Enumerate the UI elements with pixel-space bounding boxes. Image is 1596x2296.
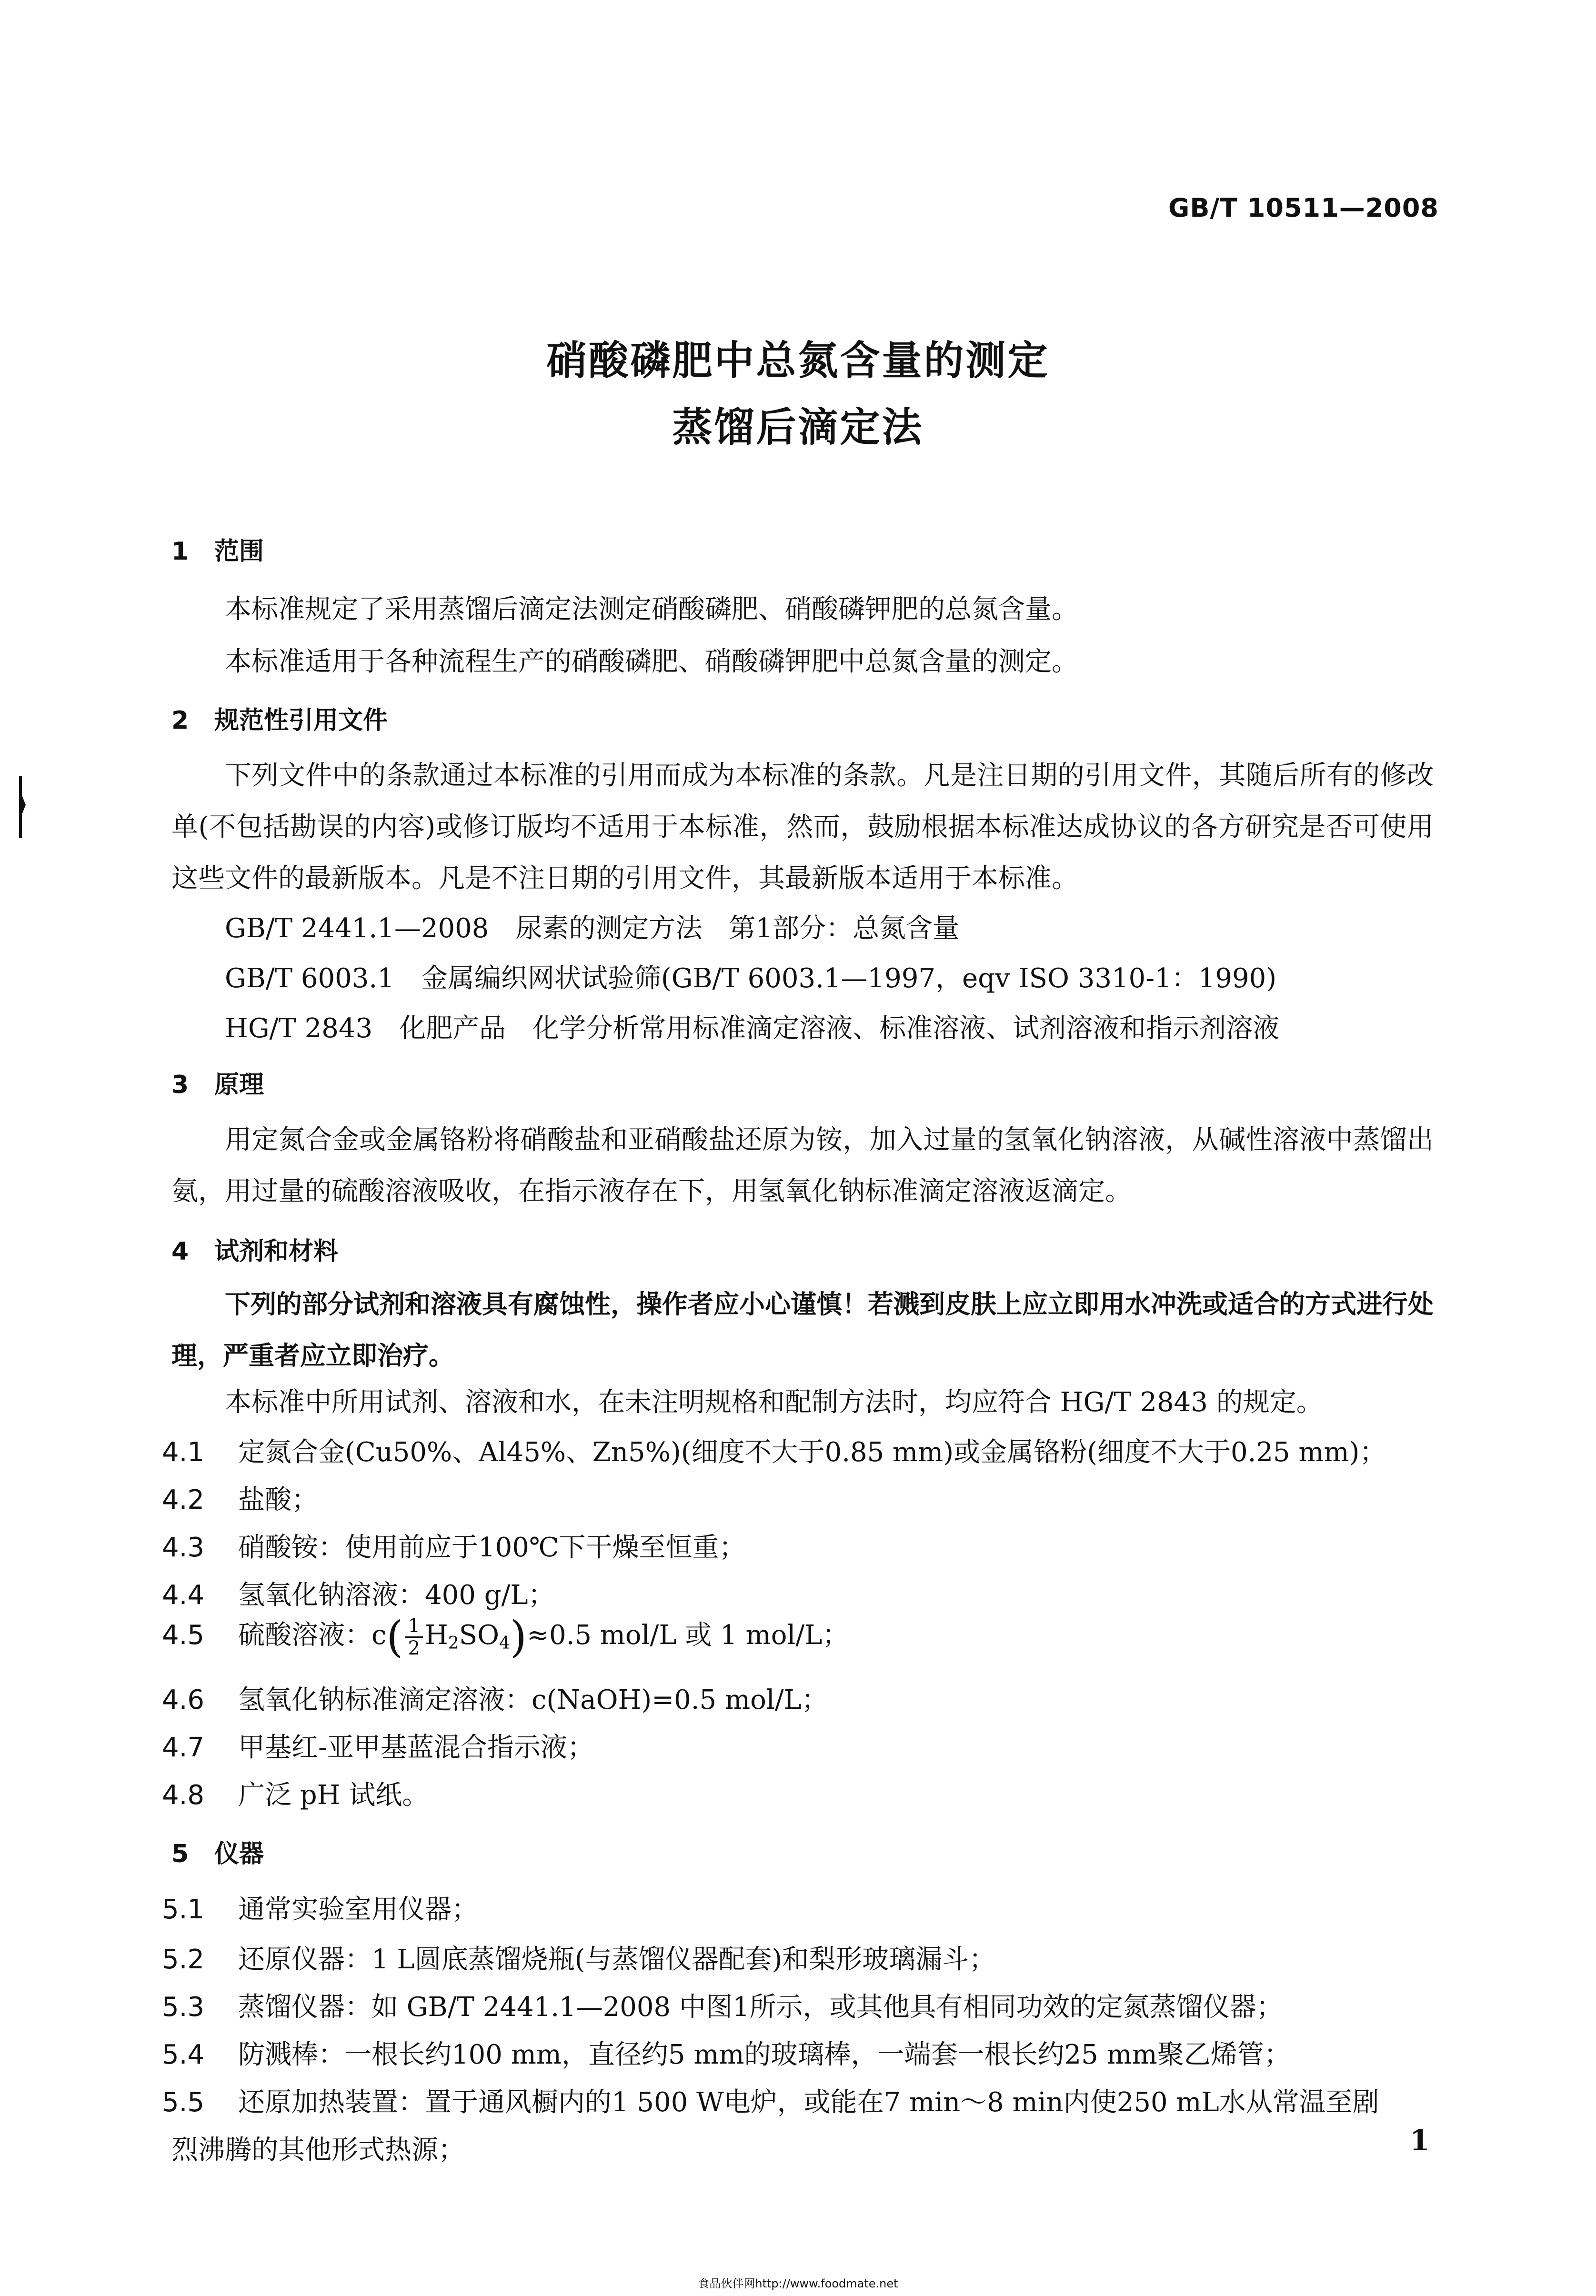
scope-paragraph-2: 本标准适用于各种流程生产的硝酸磷肥、硝酸磷钾肥中总氮含量的测定。	[225, 646, 1078, 677]
apparatus-item: 5.5 还原加热装置：置于通风橱内的1 500 W电炉，或能在7 min～8 min内使250 mL水从常温至剧	[162, 2087, 1379, 2118]
reagent-item: 4.7 甲基红-亚甲基蓝混合指示液；	[162, 1732, 594, 1763]
section-heading-2	[171, 700, 388, 736]
margin-mark	[19, 776, 26, 838]
reference-item: GB/T 6003.1 金属编织网状试验筛(GB/T 6003.1—1997，eqv ISO 3310-1：1990)	[225, 963, 1277, 994]
safety-warning: 下列的部分试剂和溶液具有腐蚀性，操作者应小心谨慎！若溅到皮肤上应立即用水冲洗或适合的方式进行处理，严重者应立即治疗。	[171, 1289, 1434, 1371]
reference-item: GB/T 2441.1—2008 尿素的测定方法 第1部分：总氮含量	[225, 913, 959, 944]
fraction: $\frac{1}{2}$	[405, 1615, 423, 1659]
scope-paragraph-1: 本标准规定了采用蒸馏后滴定法测定硝酸磷肥、硝酸磷钾肥的总氮含量。	[225, 594, 1078, 625]
section-title: 仪器	[214, 1840, 264, 1868]
reagents-general-note: 本标准中所用试剂、溶液和水，在未注明规格和配制方法时，均应符合 HG/T 2843 的规定。	[225, 1387, 1323, 1418]
references-intro: 下列文件中的条款通过本标准的引用而成为本标准的条款。凡是注日期的引用文件，其随后所有的修改单(不包括勘误的内容)或修订版均不适用于本标准，然而，鼓励根据本标准达成协议的各方研究是否可使用这些文件的最新版本。凡是不注日期的引用文件，其最新版本适用于本标准。	[171, 760, 1434, 894]
reagent-item-formula: 4.5 硫酸溶液：c( $\frac{1}{2}$ $H_2SO_4)\approx 0.5$ mol/L 或 1 mol/L；	[162, 1612, 849, 1662]
principle-paragraph: 用定氮合金或金属铬粉将硝酸盐和亚硝酸盐还原为铵，加入过量的氢氧化钠溶液，从碱性溶液中蒸馏出氨，用过量的硫酸溶液吸收，在指示液存在下，用氢氧化钠标准滴定溶液返滴定。	[171, 1124, 1434, 1207]
section-title: 范围	[214, 537, 264, 566]
apparatus-item: 5.3 蒸馏仪器：如 GB/T 2441.1—2008 中图1所示，或其他具有相同功效的定氮蒸馏仪器；	[162, 1992, 1283, 2023]
section-heading-3	[171, 1064, 264, 1100]
section-title: 规范性引用文件	[214, 706, 388, 735]
document-subtitle: 蒸馏后滴定法	[672, 404, 924, 451]
section-number: 3	[171, 1071, 189, 1099]
reagent-item: 4.3 硝酸铵：使用前应于100℃下干燥至恒重；	[162, 1532, 746, 1563]
apparatus-item-continuation: 烈沸腾的其他形式热源；	[171, 2135, 465, 2166]
apparatus-item: 5.2 还原仪器：1 L圆底蒸馏烧瓶(与蒸馏仪器配套)和梨形玻璃漏斗；	[162, 1944, 996, 1975]
section-title: 试剂和材料	[214, 1237, 339, 1266]
section-number: 4	[171, 1237, 189, 1266]
section-heading-1	[171, 531, 264, 567]
apparatus-item: 5.4 防溅棒：一根长约100 mm，直径约5 mm的玻璃棒，一端套一根长约25 mm聚乙烯管；	[162, 2039, 1291, 2070]
section-heading-5	[171, 1834, 264, 1869]
footer-watermark: 食品伙伴网http://www.foodmate.net	[698, 2277, 898, 2290]
reagent-item: 4.4 氢氧化钠溶液：400 g/L；	[162, 1580, 555, 1611]
reagent-item: 4.1 定氮合金(Cu50%、Al45%、Zn5%)(细度不大于0.85 mm)或金属铬粉(细度不大于0.25 mm)；	[162, 1437, 1386, 1468]
reagent-item: 4.8 广泛 pH 试纸。	[162, 1780, 429, 1811]
section-title: 原理	[214, 1071, 264, 1099]
document-title: 硝酸磷肥中总氮含量的测定	[546, 337, 1050, 384]
section-heading-4	[171, 1231, 338, 1267]
section-number: 5	[171, 1840, 189, 1868]
apparatus-item: 5.1 通常实验室用仪器；	[162, 1894, 478, 1925]
standard-code: GB/T 10511—2008	[1168, 193, 1439, 223]
section-number: 2	[171, 706, 189, 735]
section-number: 1	[171, 537, 189, 566]
reagent-item: 4.2 盐酸；	[162, 1484, 318, 1515]
reagent-item: 4.6 氢氧化钠标准滴定溶液：c(NaOH)=0.5 mol/L；	[162, 1684, 828, 1715]
reference-item: HG/T 2843 化肥产品 化学分析常用标准滴定溶液、标准溶液、试剂溶液和指示剂溶液	[225, 1013, 1280, 1044]
page-number: 1	[1410, 2124, 1430, 2157]
